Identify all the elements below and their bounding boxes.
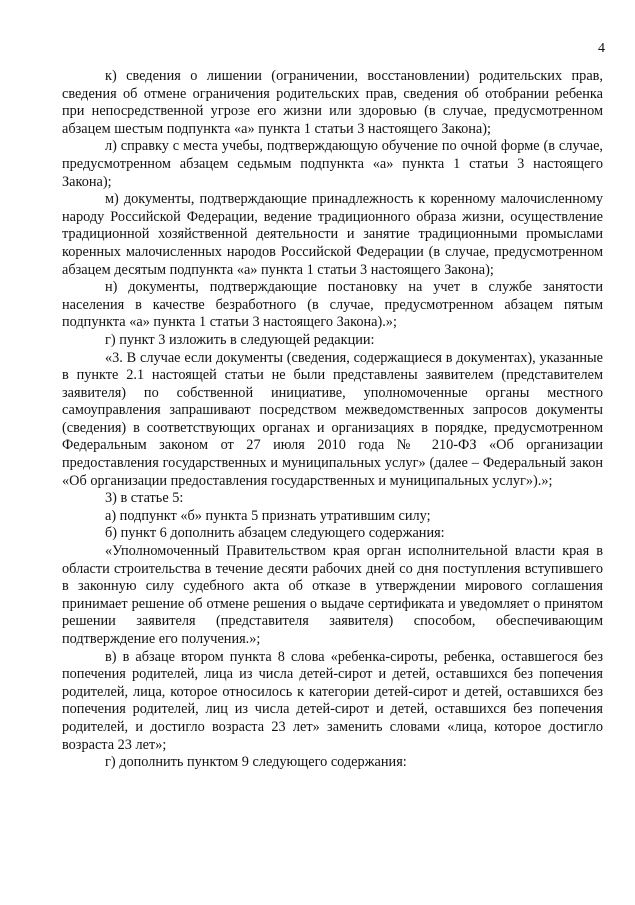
paragraph-g-point-3: г) пункт 3 изложить в следующей редакции: [105, 331, 375, 348]
paragraph-n: н) документы, подтверждающие постановку на учет в службе занятости населения в качестве безработного (в случае, предусмотренном абзацем пятым подпункта «а» пункта 1 статьи 3 настоящего Закона).»; [62, 279, 603, 331]
paragraph-v: в) в абзаце втором пункта 8 слова «ребенка-сироты, ребенка, оставшегося без попечения родителей, лица из числа детей-сирот и детей, оставшихся без попечения родителей, лица, которое относилось к категории детей-сирот и детей, оставшихся без попечения родителей, лиц из числа детей-сирот и детей, оставшихся без попечения родителей, и достигло возраста 23 лет» заменить словами «лица, которое достигло возраста 23 лет»; [62, 648, 603, 753]
paragraph-point-3-text: «3. В случае если документы (сведения, содержащиеся в документах), указанные в пункте 2.1 настоящей статьи не были представлены заявителем (представителем заявителя) по собственной инициативе, уполномоченные органы местного самоуправления запрашивают посредством межведомственных запросов документы (сведения) в соответствующих органах и организациях в порядке, предусмотренном Федеральным законом от 27 июля 2010 года № 210-ФЗ «Об организации предоставления государственных и муниципальных услуг» (далее – Федеральный закон «Об организации предоставления государственных и муниципальных услуг»).»; [62, 349, 603, 489]
document-body [62, 68, 603, 772]
paragraph-g-point-9: г) дополнить пунктом 9 следующего содержания: [105, 754, 407, 771]
paragraph-l: л) справку с места учебы, подтверждающую обучение по очной форме (в случае, предусмотренном абзацем седьмым подпункта «а» пункта 1 статьи 3 настоящего Закона); [62, 138, 603, 190]
paragraph-m: м) документы, подтверждающие принадлежность к коренному малочисленному народу Российской Федерации, ведение традиционного образа жизни, осуществление традиционной хозяйственной деятельности и занятие традиционными промыслами коренных малочисленных народов Российской Федерации (в случае, предусмотренном абзацем десятым подпункта «а» пункта 1 статьи 3 настоящего Закона); [62, 191, 603, 278]
page-number: 4 [598, 41, 605, 56]
paragraph-a: а) подпункт «б» пункта 5 признать утратившим силу; [105, 507, 431, 524]
paragraph-authorized-body: «Уполномоченный Правительством края орган исполнительной власти края в области строительства в течение десяти рабочих дней со дня поступления вступившего в законную силу судебного акта об отказе в утверждении мирового соглашения принимает решение об отмене решения о выдаче сертификата и уведомляет о принятом решении заявителя (представителя заявителя) способом, обеспечивающим подтверждение его получения.»; [62, 543, 603, 647]
paragraph-b: б) пункт 6 дополнить абзацем следующего содержания: [105, 525, 445, 542]
paragraph-article-5: 3) в статье 5: [105, 490, 184, 507]
paragraph-k: к) сведения о лишении (ограничении, восстановлении) родительских прав, сведения об отмене ограничения родительских прав, сведения об отобрании ребенка при непосредственной угрозе его жизни или здоровью (в случае, предусмотренном абзацем шестым подпункта «а» пункта 1 статьи 3 настоящего Закона); [62, 68, 603, 137]
